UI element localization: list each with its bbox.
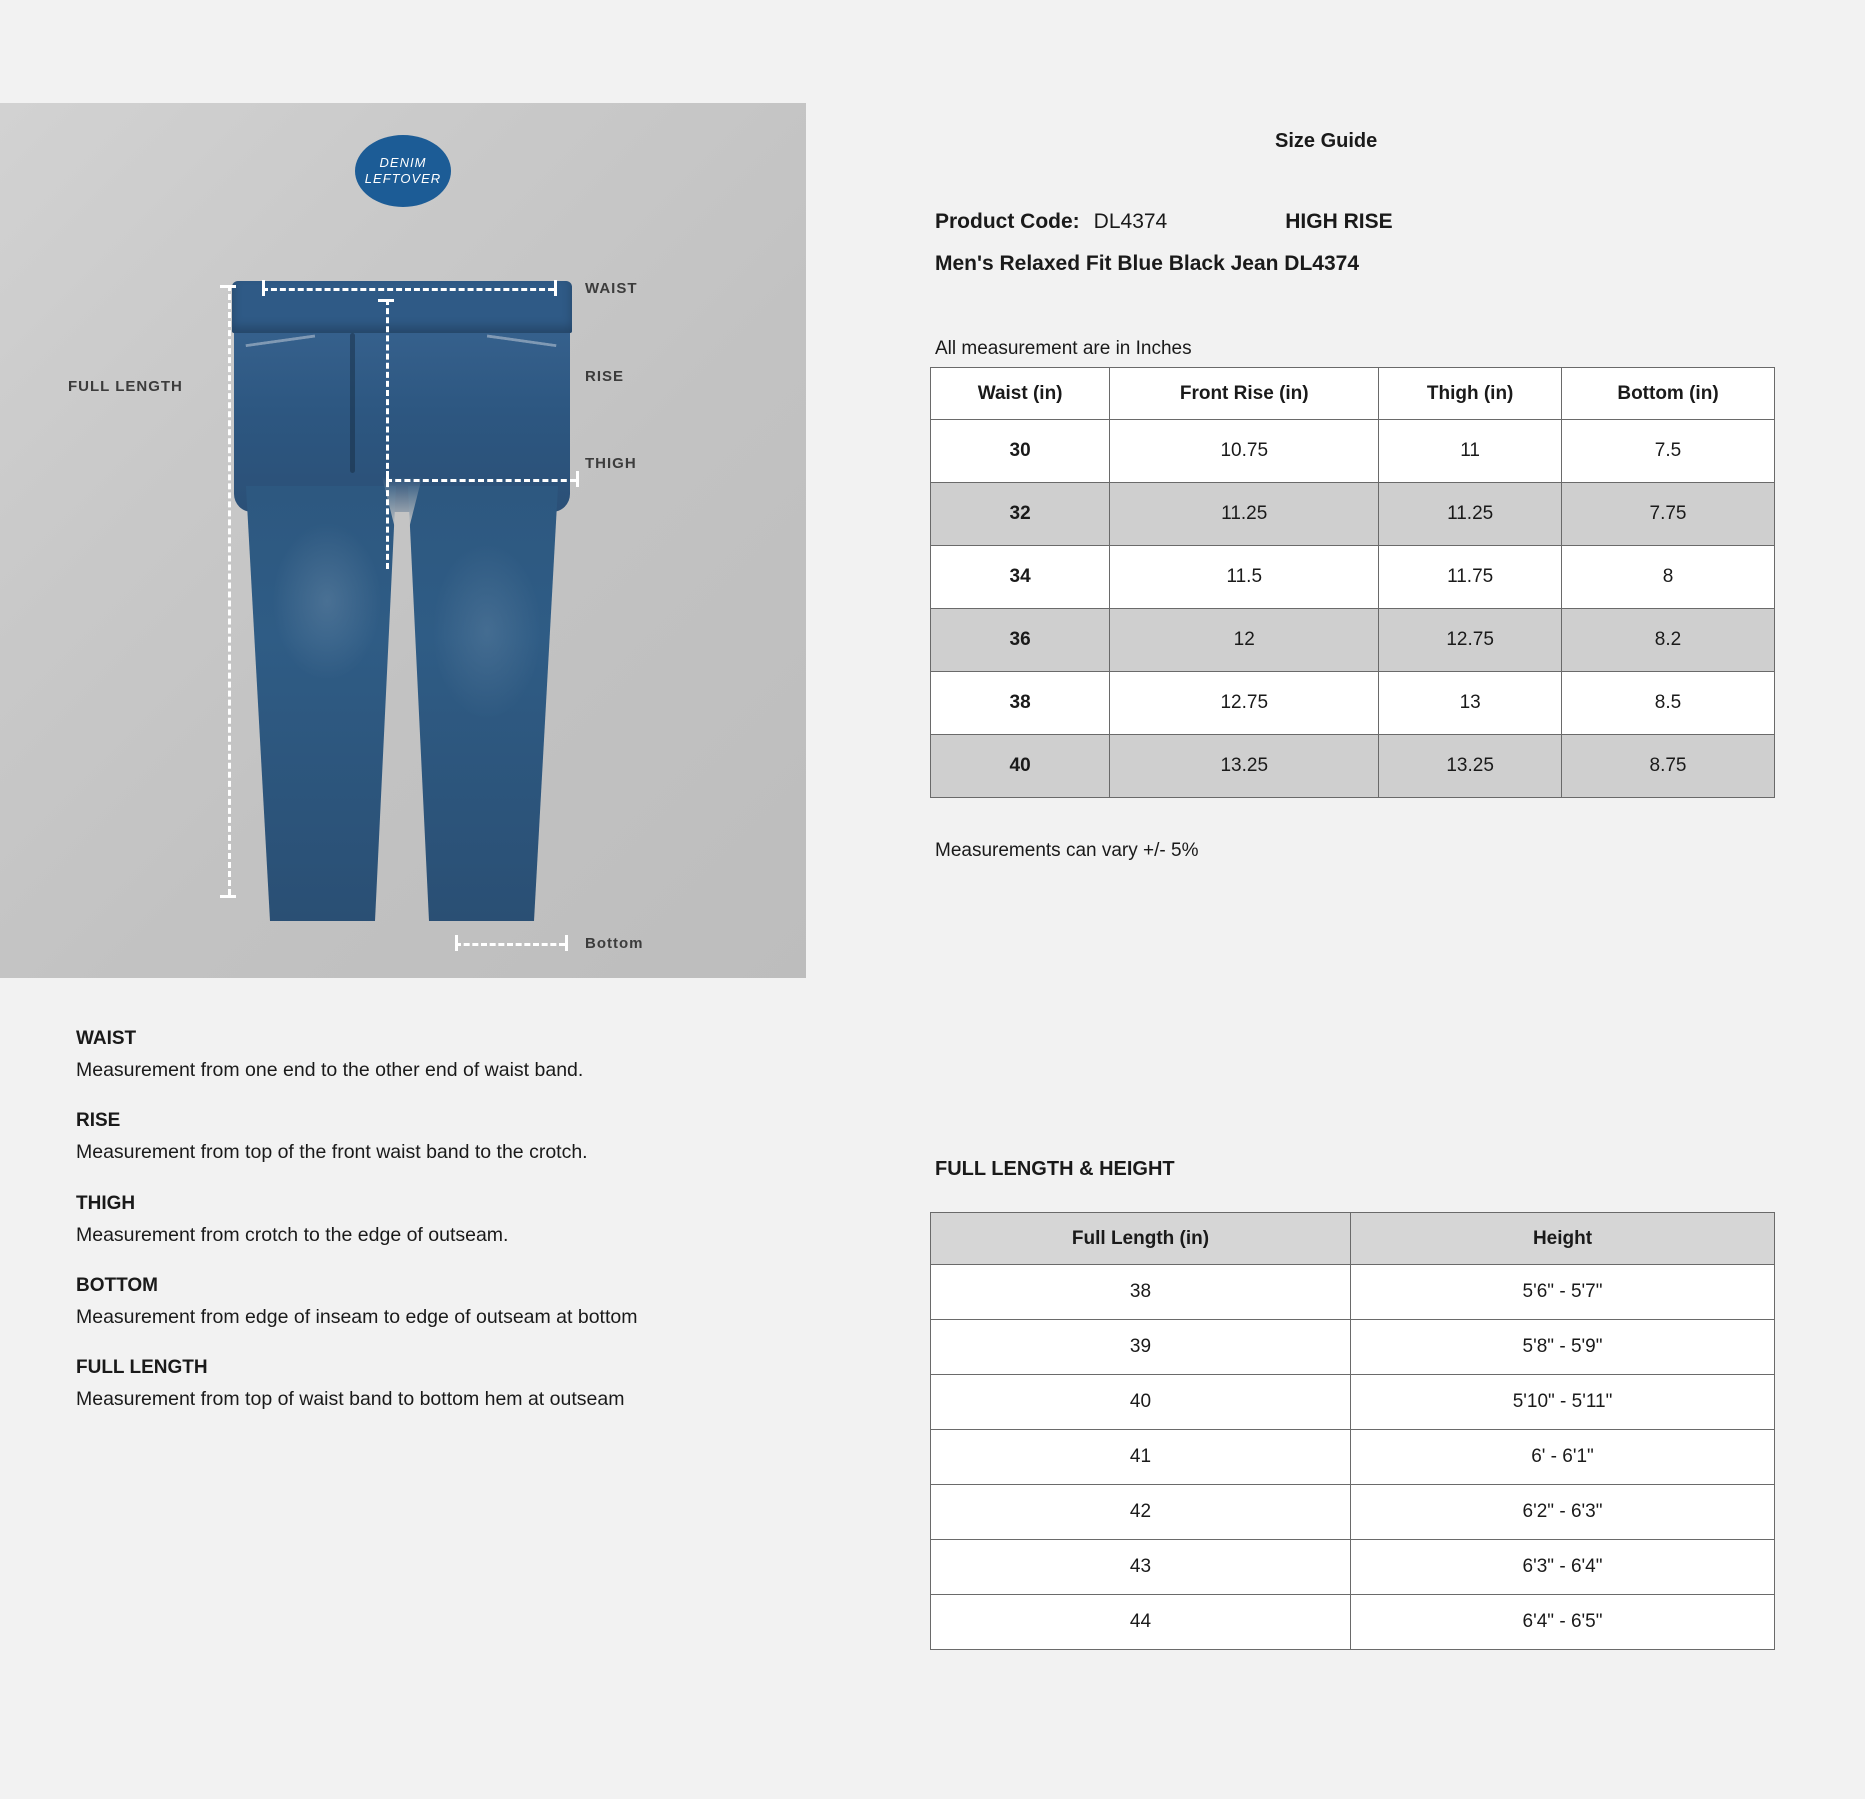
label-full-length: FULL LENGTH [68,378,183,395]
product-code-label: Product Code: [935,210,1080,233]
cell-front-rise: 12.75 [1110,672,1379,735]
brand-logo [355,135,451,207]
product-name: Men's Relaxed Fit Blue Black Jean DL4374 [935,252,1359,275]
measurement-definitions [76,1028,776,1439]
waist-guide-line [262,288,554,291]
label-bottom: Bottom [585,935,644,952]
cell-height: 5'8" - 5'9" [1351,1320,1775,1375]
cell-thigh: 11.75 [1379,546,1562,609]
length-table-col-full-length: Full Length (in) [931,1213,1351,1265]
product-diagram-panel [0,103,806,978]
definition-text-full-length: Measurement from top of waist band to bottom hem at outseam [76,1388,625,1411]
bottom-guide-cap-left [455,935,458,951]
table-row [931,420,1775,483]
full-length-cap-top [220,285,236,288]
cell-waist: 30 [931,420,1110,483]
definition-term-rise: RISE [76,1110,121,1132]
definition-text-thigh: Measurement from crotch to the edge of outseam. [76,1223,509,1246]
cell-full-length: 42 [931,1485,1351,1540]
size-table-header-row [931,368,1775,420]
table-row [931,672,1775,735]
product-code-row [935,210,1393,234]
full-length-cap-bottom [220,895,236,898]
full-length-guide-line [228,285,231,895]
size-table-col-thigh: Thigh (in) [1379,368,1562,420]
cell-bottom: 8.2 [1562,609,1775,672]
cell-front-rise: 12 [1110,609,1379,672]
cell-front-rise: 13.25 [1110,735,1379,798]
label-waist: WAIST [585,280,638,297]
cell-front-rise: 11.5 [1110,546,1379,609]
brand-logo-line2: LEFTOVER [364,171,442,186]
variance-note: Measurements can vary +/- 5% [935,840,1199,861]
table-row [931,609,1775,672]
definition-term-bottom: BOTTOM [76,1274,158,1296]
page-title: Size Guide [1275,130,1378,152]
thigh-guide-cap-right [576,471,579,487]
cell-thigh: 12.75 [1379,609,1562,672]
rise-guide-line [386,299,389,569]
cell-height: 6' - 6'1" [1351,1430,1775,1485]
cell-full-length: 40 [931,1375,1351,1430]
definition-text-bottom: Measurement from edge of inseam to edge of outseam at bottom [76,1305,638,1328]
bottom-guide-line [455,943,565,946]
jeans-whisker-left [272,521,382,681]
cell-waist: 32 [931,483,1110,546]
cell-waist: 38 [931,672,1110,735]
cell-front-rise: 11.25 [1110,483,1379,546]
cell-bottom: 8.5 [1562,672,1775,735]
full-length-section-title: FULL LENGTH & HEIGHT [935,1158,1175,1180]
rise-type-badge: HIGH RISE [1285,210,1393,233]
label-thigh: THIGH [585,455,637,472]
cell-thigh: 11 [1379,420,1562,483]
cell-height: 6'4" - 6'5" [1351,1595,1775,1650]
size-table-col-front-rise: Front Rise (in) [1110,368,1379,420]
table-row [931,546,1775,609]
label-rise: RISE [585,368,625,385]
size-table-col-bottom: Bottom (in) [1562,368,1775,420]
cell-full-length: 41 [931,1430,1351,1485]
definition-term-thigh: THIGH [76,1192,136,1214]
jeans-whisker-right [432,541,542,721]
table-row [931,1265,1775,1320]
table-row [931,1540,1775,1595]
cell-bottom: 7.5 [1562,420,1775,483]
cell-thigh: 11.25 [1379,483,1562,546]
rise-guide-cap-top [378,299,394,302]
size-table [930,367,1775,798]
table-row [931,483,1775,546]
cell-waist: 34 [931,546,1110,609]
cell-bottom: 8 [1562,546,1775,609]
length-table-col-height: Height [1351,1213,1775,1265]
definition-term-full-length: FULL LENGTH [76,1357,208,1379]
table-row [931,1430,1775,1485]
table-row [931,1595,1775,1650]
waist-guide-cap-left [262,280,265,296]
brand-logo-line1: DENIM [379,154,427,170]
definition-term-waist: WAIST [76,1028,137,1049]
cell-bottom: 7.75 [1562,483,1775,546]
table-row [931,1375,1775,1430]
cell-full-length: 43 [931,1540,1351,1595]
jeans-illustration [232,281,572,921]
table-row [931,735,1775,798]
cell-thigh: 13 [1379,672,1562,735]
cell-height: 5'10" - 5'11" [1351,1375,1775,1430]
cell-full-length: 39 [931,1320,1351,1375]
cell-height: 5'6" - 5'7" [1351,1265,1775,1320]
bottom-guide-cap-right [565,935,568,951]
cell-front-rise: 10.75 [1110,420,1379,483]
cell-full-length: 38 [931,1265,1351,1320]
thigh-guide-cap-left [386,471,389,487]
thigh-guide-line [386,479,576,482]
definition-text-waist: Measurement from one end to the other end of waist band. [76,1059,584,1081]
cell-height: 6'2" - 6'3" [1351,1485,1775,1540]
jeans-fly [350,333,355,473]
cell-bottom: 8.75 [1562,735,1775,798]
length-table-header-row [931,1213,1775,1265]
cell-full-length: 44 [931,1595,1351,1650]
table-row [931,1320,1775,1375]
product-code-value: DL4374 [1093,210,1168,233]
cell-waist: 36 [931,609,1110,672]
cell-thigh: 13.25 [1379,735,1562,798]
table-row [931,1485,1775,1540]
definition-text-rise: Measurement from top of the front waist band to the crotch. [76,1141,588,1164]
size-table-col-waist: Waist (in) [931,368,1110,420]
full-length-table [930,1212,1775,1650]
cell-waist: 40 [931,735,1110,798]
measurement-units-note: All measurement are in Inches [935,338,1192,359]
cell-height: 6'3" - 6'4" [1351,1540,1775,1595]
waist-guide-cap-right [554,280,557,296]
